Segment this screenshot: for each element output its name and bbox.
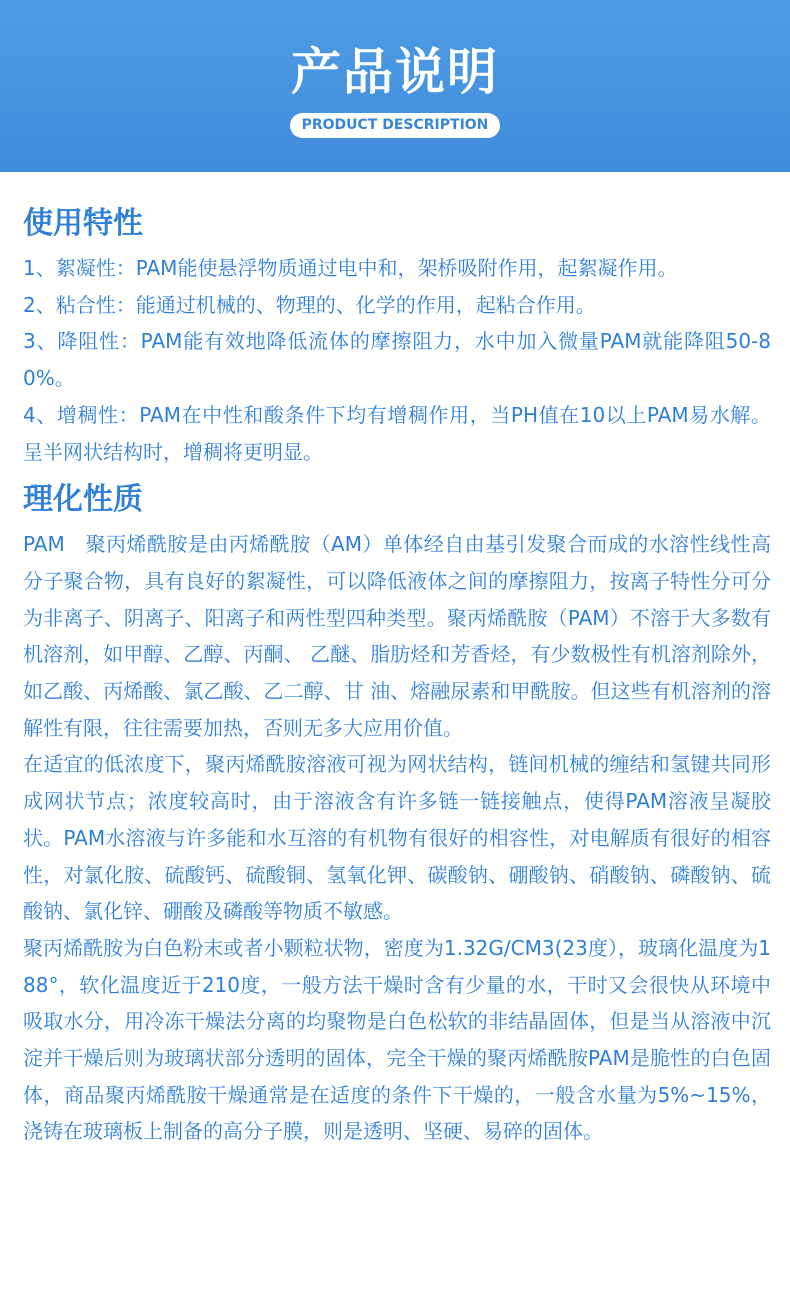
- paragraph: 聚丙烯酰胺为白色粉末或者小颗粒状物，密度为1.32G/CM3(23度），玻璃化温度为188°，软化温度近于210度，一般方法干燥时含有少量的水，干时又会很快从环境中吸取水分，用冷冻干燥法分离的均聚物是白色松软的非结晶固体，但是当从溶液中沉淀并干燥后则为玻璃状部分透明的固体，完全干燥的聚丙烯酰胺PAM是脆性的白色固体，商品聚丙烯酰胺干燥通常是在适度的条件下干燥的，一般含水量为5%~15%，浇铸在玻璃板上制备的高分子膜，则是透明、坚硬、易碎的固体。: [23, 935, 771, 1144]
- paragraph: 4、增稠性：PAM在中性和酸条件下均有增稠作用，当PH值在10以上PAM易水解。呈半网状结构时，增稠将更明显。: [23, 402, 771, 464]
- paragraph: 3、降阻性：PAM能有效地降低流体的摩擦阻力，水中加入微量PAM就能降阻50-80%。: [23, 329, 771, 391]
- subtitle-badge: PRODUCT DESCRIPTION: [290, 113, 500, 138]
- paragraph: 2、粘合性：能通过机械的、物理的、化学的作用，起粘合作用。: [23, 292, 596, 317]
- section-physicochemical-properties: [23, 480, 771, 1150]
- header-banner: [0, 0, 790, 172]
- page-title: 产品说明: [291, 43, 499, 101]
- section-usage-features: [23, 204, 771, 470]
- paragraph: 1、絮凝性：PAM能使悬浮物质通过电中和，架桥吸附作用，起絮凝作用。: [23, 256, 678, 280]
- paragraph: 在适宜的低浓度下，聚丙烯酰胺溶液可视为网状结构，链间机械的缠结和氢键共同形成网状节点；浓度较高时，由于溶液含有许多链一链接触点，使得PAM溶液呈凝胶状。PAM水溶液与许多能和水互溶的有机物有很好的相容性，对电解质有很好的相容性，对氯化胺、硫酸钙、硫酸铜、氢氧化钾、碳酸钠、硼酸钠、硝酸钠、磷酸钠、硫酸钠、氯化锌、硼酸及磷酸等物质不敏感。: [23, 752, 771, 924]
- main-content: [23, 204, 771, 1150]
- paragraph: PAM 聚丙烯酰胺是由丙烯酰胺（AM）单体经自由基引发聚合而成的水溶性线性高分子聚合物，具有良好的絮凝性，可以降低液体之间的摩擦阻力，按离子特性分可分为非离子、阴离子、阳离子和两性型四种类型。聚丙烯酰胺（PAM）不溶于大多数有机溶剂，如甲醇、乙醇、丙酮、 乙醚、脂肪烃和芳香烃，有少数极性有机溶剂除外，如乙酸、丙烯酸、氯乙酸、乙二醇、甘 油、熔融尿素和甲酰胺。但这些有机溶剂的溶解性有限，往往需要加热，否则无多大应用价值。: [23, 532, 771, 740]
- section-title: 理化性质: [23, 482, 143, 518]
- section-title: 使用特性: [23, 206, 143, 241]
